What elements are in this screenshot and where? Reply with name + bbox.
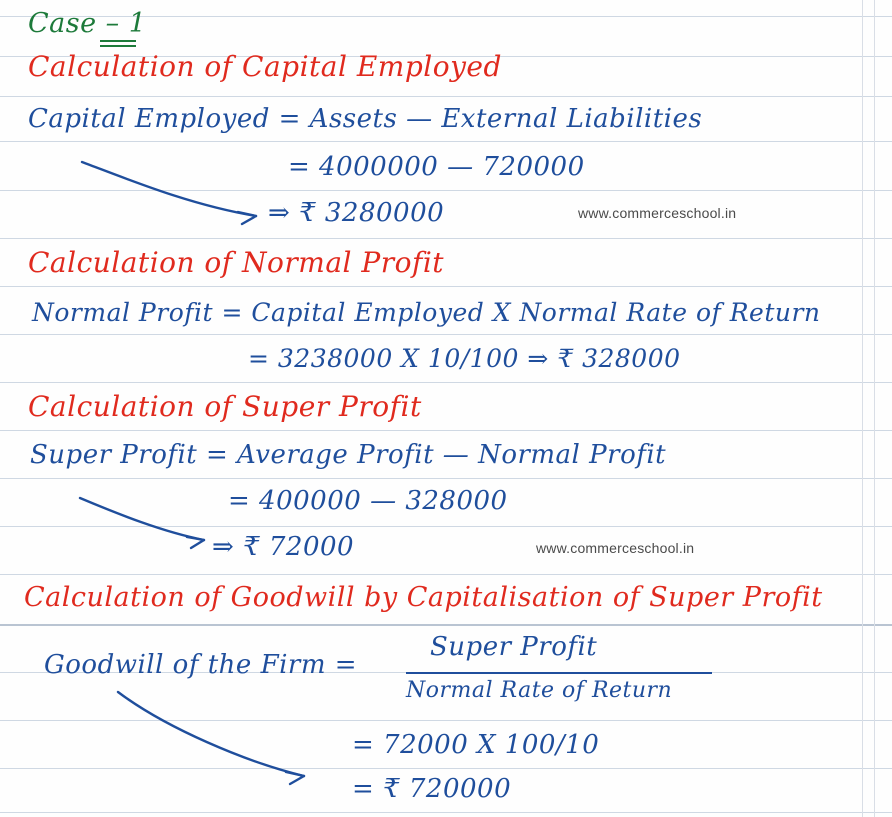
rule-line [0,574,892,575]
rule-line [0,238,892,239]
arrow-pointer-icon-2 [78,496,218,556]
watermark-top: www.commerceschool.in [578,205,737,221]
line-capital-employed-formula: Capital Employed = Assets — External Liabilities [28,104,703,134]
arrow-pointer-icon-3 [116,690,316,790]
margin-line [874,0,875,817]
line-normal-profit-formula: Normal Profit = Capital Employed X Normal Rate of Return [32,298,821,327]
watermark-bottom: www.commerceschool.in [536,540,695,556]
section-heading-super-profit: Calculation of Super Profit [28,390,422,423]
fraction-bar [406,672,712,674]
line-capital-employed-result: ⇒ ₹ 3280000 [268,198,445,228]
line-super-profit-values: = 400000 — 328000 [228,486,508,516]
rule-line [0,96,892,97]
line-capital-employed-values: = 4000000 — 720000 [288,152,585,182]
rule-line [0,141,892,142]
line-goodwill-values: = 72000 X 100/10 [352,730,600,760]
rule-line [0,286,892,287]
section-heading-capital-employed: Calculation of Capital Employed [28,50,502,83]
rule-line [0,430,892,431]
rule-line [0,812,892,813]
fraction-numerator-super-profit: Super Profit [430,632,598,662]
line-super-profit-result: ⇒ ₹ 72000 [212,532,355,562]
rule-line-heavy [0,624,892,626]
case-title-underline [100,40,136,42]
case-title-underline-2 [100,45,136,47]
case-title: Case – 1 [28,8,147,39]
line-super-profit-formula: Super Profit = Average Profit — Normal Profit [30,440,667,470]
section-heading-normal-profit: Calculation of Normal Profit [28,246,445,279]
arrow-pointer-icon [80,160,270,230]
fraction-denominator-normal-rate: Normal Rate of Return [406,678,673,703]
rule-line [0,478,892,479]
rule-line [0,382,892,383]
line-normal-profit-values: = 3238000 X 10/100 ⇒ ₹ 328000 [248,344,681,373]
margin-line [862,0,863,817]
line-goodwill-label: Goodwill of the Firm = [44,650,358,680]
section-heading-goodwill-capitalisation: Calculation of Goodwill by Capitalisation of Super Profit [24,582,823,613]
rule-line [0,334,892,335]
line-goodwill-result: = ₹ 720000 [352,774,512,804]
